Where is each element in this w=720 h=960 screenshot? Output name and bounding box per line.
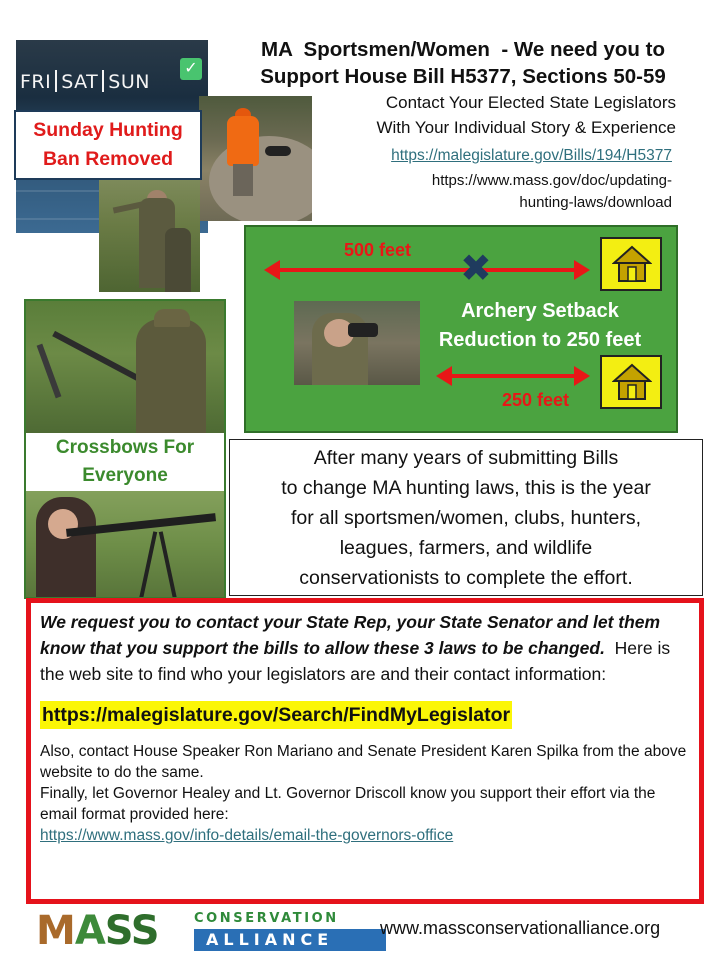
- bill-link[interactable]: https://malegislature.gov/Bills/194/H5377: [391, 147, 672, 164]
- binocular-hunter-photo: [294, 301, 420, 385]
- crossbow-panel: [24, 299, 226, 599]
- contact-line1: Contact Your Elected State Legislators: [385, 93, 676, 112]
- crossbow-line2: Everyone: [82, 465, 168, 486]
- logo-mass-text: MASS: [36, 908, 159, 954]
- logo-conservation-text: CONSERVATION: [194, 911, 339, 926]
- sunday-hunting-line2: Ban Removed: [42, 148, 174, 170]
- calendar-days: [20, 70, 206, 93]
- father-son-photo: [99, 180, 200, 292]
- request-box: [26, 598, 704, 904]
- archery-title-line2: Reduction to 250 feet: [438, 329, 642, 351]
- calendar-day-sun: SUN: [108, 71, 150, 93]
- website-url[interactable]: www.massconservationalliance.org: [380, 918, 661, 938]
- sunday-hunting-line1: Sunday Hunting: [33, 119, 183, 141]
- arrow-250-feet: [450, 374, 576, 378]
- years-line5: conservationists to complete the effort.: [299, 566, 633, 589]
- request-lead: [40, 609, 689, 687]
- archery-title-line1: Archery Setback: [461, 300, 619, 322]
- crossbow-girl-photo: [26, 491, 224, 599]
- years-line3: for all sportsmen/women, clubs, hunters,: [290, 506, 642, 529]
- archery-title: [420, 297, 660, 355]
- title-line2: Support House Bill H5377, Sections 50-59: [260, 65, 666, 88]
- governor-office-link[interactable]: https://www.mass.gov/info-details/email-the-governors-office: [40, 827, 454, 844]
- orange-hunter-photo: [199, 96, 312, 221]
- logo-alliance-text: ALLIANCE: [194, 929, 386, 951]
- house-icon-top: [600, 237, 662, 291]
- speaker-text: Also, contact House Speaker Ron Mariano and Senate President Karen Spilka from the above website to do the same.: [40, 743, 687, 781]
- calendar-day-sat: SAT: [61, 71, 99, 93]
- sunday-hunting-label: [14, 110, 202, 180]
- years-message: [281, 443, 651, 593]
- arrow-500-feet: [278, 268, 576, 272]
- page-title: [218, 36, 708, 90]
- find-legislator-link[interactable]: https://malegislature.gov/Search/FindMyLegislator: [40, 701, 512, 729]
- years-line2: to change MA hunting laws, this is the year: [281, 476, 651, 499]
- calendar-day-fri: FRI: [20, 71, 52, 93]
- x-mark-icon: ✖: [460, 248, 492, 290]
- house-icon-bottom: [600, 355, 662, 409]
- mass-conservation-alliance-logo: [36, 910, 356, 952]
- title-line1: MA Sportsmen/Women - We need you to: [261, 38, 665, 61]
- label-250-feet: 250 feet: [502, 390, 570, 410]
- crossbow-man-photo: [26, 301, 224, 433]
- crossbow-label: [26, 433, 224, 491]
- governor-text: Finally, let Governor Healey and Lt. Governor Driscoll know you support their effort via the email format provided here:: [40, 785, 656, 823]
- years-line1: After many years of submitting Bills: [313, 446, 619, 469]
- contact-line2: With Your Individual Story & Experience: [376, 118, 676, 137]
- years-line4: leagues, farmers, and wildlife: [339, 536, 593, 559]
- mass-link-line1: https://www.mass.gov/doc/updating-: [431, 172, 672, 189]
- mass-link-line2: hunting-laws/download: [519, 194, 672, 211]
- archery-setback-panel: [244, 225, 678, 433]
- checkmark-icon: ✓: [180, 58, 202, 80]
- contact-instructions: [300, 90, 676, 140]
- years-message-box: [229, 439, 703, 596]
- request-bold-text: We request you to contact your State Rep, your State Senator and let them know that you support the bills to allow these 3 laws to be changed.: [40, 612, 661, 658]
- crossbow-line1: Crossbows For: [55, 437, 195, 458]
- label-500-feet: 500 feet: [344, 240, 412, 260]
- mass-gov-link[interactable]: [300, 170, 672, 214]
- request-rest-text: Here is the web site to find who your legislators are and their contact information:: [40, 638, 675, 684]
